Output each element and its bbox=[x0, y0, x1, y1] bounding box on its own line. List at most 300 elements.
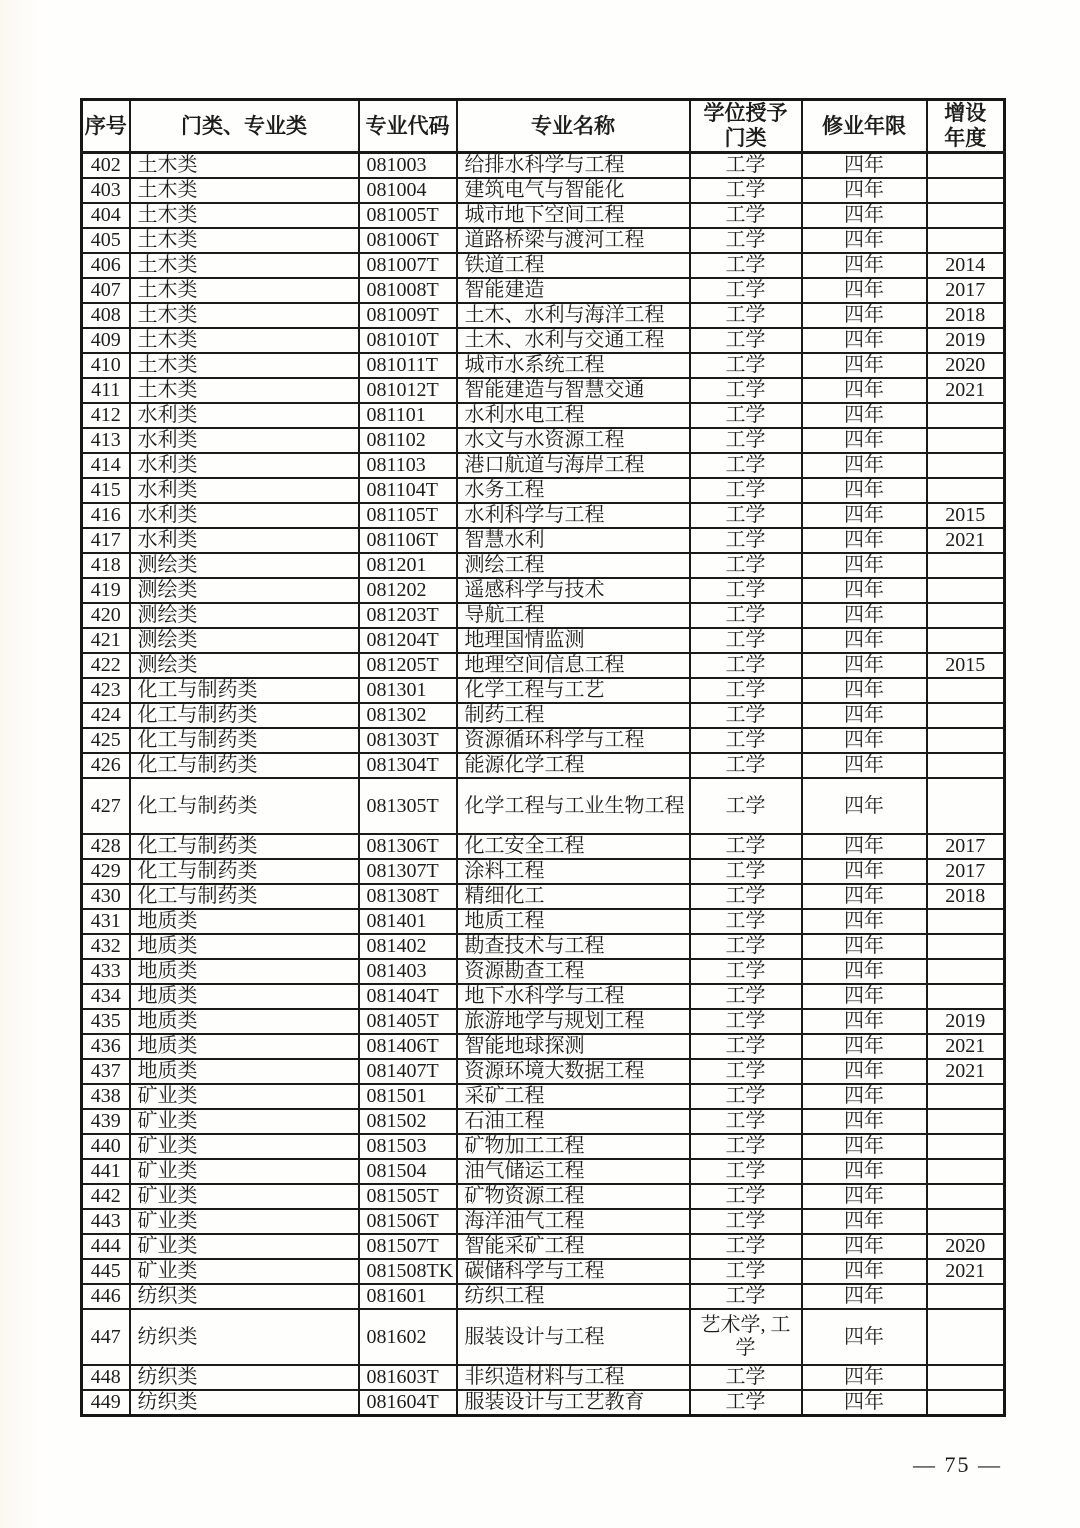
table-row bbox=[82, 178, 1005, 203]
cell-name: 勘查技术与工程 bbox=[457, 934, 690, 959]
cell-code: 081508TK bbox=[359, 1259, 457, 1284]
cell-code: 081003 bbox=[359, 153, 457, 179]
cell-code: 081506T bbox=[359, 1209, 457, 1234]
cell-name: 智慧水利 bbox=[457, 528, 690, 553]
table-row bbox=[82, 859, 1005, 884]
cell-category: 矿业类 bbox=[130, 1209, 359, 1234]
table-row bbox=[82, 1390, 1005, 1416]
cell-degree: 工学 bbox=[690, 178, 802, 203]
table-row bbox=[82, 1365, 1005, 1390]
cell-category: 化工与制药类 bbox=[130, 703, 359, 728]
cell-code: 081005T bbox=[359, 203, 457, 228]
cell-code: 081601 bbox=[359, 1284, 457, 1309]
cell-no: 420 bbox=[82, 603, 130, 628]
cell-code: 081307T bbox=[359, 859, 457, 884]
cell-name: 导航工程 bbox=[457, 603, 690, 628]
table-row bbox=[82, 553, 1005, 578]
page-number: — 75 — bbox=[913, 1452, 1002, 1477]
cell-category: 水利类 bbox=[130, 528, 359, 553]
cell-name: 非织造材料与工程 bbox=[457, 1365, 690, 1390]
cell-code: 081101 bbox=[359, 403, 457, 428]
cell-code: 081406T bbox=[359, 1034, 457, 1059]
table-row bbox=[82, 1284, 1005, 1309]
table-row bbox=[82, 478, 1005, 503]
cell-category: 土木类 bbox=[130, 178, 359, 203]
cell-year-added bbox=[927, 728, 1005, 753]
table-body bbox=[82, 153, 1005, 1416]
table-row bbox=[82, 703, 1005, 728]
cell-no: 407 bbox=[82, 278, 130, 303]
cell-code: 081305T bbox=[359, 778, 457, 834]
cell-category: 水利类 bbox=[130, 453, 359, 478]
cell-years: 四年 bbox=[802, 1009, 927, 1034]
cell-no: 410 bbox=[82, 353, 130, 378]
cell-code: 081402 bbox=[359, 934, 457, 959]
table-row bbox=[82, 1259, 1005, 1284]
cell-category: 地质类 bbox=[130, 909, 359, 934]
cell-code: 081304T bbox=[359, 753, 457, 778]
cell-no: 421 bbox=[82, 628, 130, 653]
table-row bbox=[82, 328, 1005, 353]
cell-no: 419 bbox=[82, 578, 130, 603]
cell-code: 081502 bbox=[359, 1109, 457, 1134]
cell-degree: 工学 bbox=[690, 859, 802, 884]
cell-year-added bbox=[927, 1084, 1005, 1109]
cell-no: 427 bbox=[82, 778, 130, 834]
cell-code: 081202 bbox=[359, 578, 457, 603]
cell-code: 081405T bbox=[359, 1009, 457, 1034]
header-row bbox=[82, 100, 1005, 153]
cell-year-added bbox=[927, 1134, 1005, 1159]
cell-year-added: 2020 bbox=[927, 1234, 1005, 1259]
cell-degree: 工学 bbox=[690, 753, 802, 778]
cell-year-added: 2015 bbox=[927, 653, 1005, 678]
table-row bbox=[82, 353, 1005, 378]
cell-years: 四年 bbox=[802, 378, 927, 403]
cell-no: 434 bbox=[82, 984, 130, 1009]
cell-years: 四年 bbox=[802, 553, 927, 578]
cell-no: 404 bbox=[82, 203, 130, 228]
cell-years: 四年 bbox=[802, 1309, 927, 1365]
cell-code: 081403 bbox=[359, 959, 457, 984]
cell-category: 土木类 bbox=[130, 153, 359, 179]
cell-degree: 工学 bbox=[690, 984, 802, 1009]
cell-name: 道路桥梁与渡河工程 bbox=[457, 228, 690, 253]
cell-code: 081106T bbox=[359, 528, 457, 553]
cell-years: 四年 bbox=[802, 353, 927, 378]
cell-degree: 工学 bbox=[690, 253, 802, 278]
cell-name: 服装设计与工艺教育 bbox=[457, 1390, 690, 1416]
cell-no: 445 bbox=[82, 1259, 130, 1284]
cell-name: 测绘工程 bbox=[457, 553, 690, 578]
cell-years: 四年 bbox=[802, 403, 927, 428]
cell-name: 水利水电工程 bbox=[457, 403, 690, 428]
cell-category: 测绘类 bbox=[130, 653, 359, 678]
table-row bbox=[82, 753, 1005, 778]
cell-degree: 工学 bbox=[690, 728, 802, 753]
cell-category: 化工与制药类 bbox=[130, 834, 359, 859]
cell-degree: 工学 bbox=[690, 328, 802, 353]
cell-name: 纺织工程 bbox=[457, 1284, 690, 1309]
cell-name: 海洋油气工程 bbox=[457, 1209, 690, 1234]
cell-year-added bbox=[927, 203, 1005, 228]
table-row bbox=[82, 253, 1005, 278]
cell-code: 081505T bbox=[359, 1184, 457, 1209]
cell-years: 四年 bbox=[802, 1284, 927, 1309]
cell-year-added: 2017 bbox=[927, 278, 1005, 303]
cell-degree: 工学 bbox=[690, 1159, 802, 1184]
cell-name: 水文与水资源工程 bbox=[457, 428, 690, 453]
cell-degree: 工学 bbox=[690, 1234, 802, 1259]
cell-category: 矿业类 bbox=[130, 1109, 359, 1134]
cell-category: 地质类 bbox=[130, 934, 359, 959]
cell-category: 水利类 bbox=[130, 478, 359, 503]
cell-name: 能源化学工程 bbox=[457, 753, 690, 778]
cell-no: 426 bbox=[82, 753, 130, 778]
cell-no: 416 bbox=[82, 503, 130, 528]
cell-category: 土木类 bbox=[130, 278, 359, 303]
cell-category: 土木类 bbox=[130, 228, 359, 253]
cell-year-added bbox=[927, 678, 1005, 703]
cell-name: 旅游地学与规划工程 bbox=[457, 1009, 690, 1034]
cell-year-added bbox=[927, 603, 1005, 628]
cell-code: 081504 bbox=[359, 1159, 457, 1184]
cell-years: 四年 bbox=[802, 478, 927, 503]
cell-category: 地质类 bbox=[130, 1009, 359, 1034]
cell-year-added bbox=[927, 909, 1005, 934]
cell-name: 智能建造 bbox=[457, 278, 690, 303]
cell-category: 纺织类 bbox=[130, 1309, 359, 1365]
header-year-added: 增设年度 bbox=[927, 100, 1005, 153]
cell-no: 441 bbox=[82, 1159, 130, 1184]
cell-degree: 工学 bbox=[690, 403, 802, 428]
table-row bbox=[82, 678, 1005, 703]
table-row bbox=[82, 303, 1005, 328]
cell-category: 水利类 bbox=[130, 503, 359, 528]
cell-year-added bbox=[927, 1109, 1005, 1134]
cell-category: 纺织类 bbox=[130, 1365, 359, 1390]
cell-no: 442 bbox=[82, 1184, 130, 1209]
cell-name: 油气储运工程 bbox=[457, 1159, 690, 1184]
cell-year-added: 2018 bbox=[927, 884, 1005, 909]
cell-years: 四年 bbox=[802, 1209, 927, 1234]
cell-degree: 工学 bbox=[690, 834, 802, 859]
cell-degree: 工学 bbox=[690, 528, 802, 553]
cell-category: 土木类 bbox=[130, 328, 359, 353]
table-row bbox=[82, 453, 1005, 478]
cell-degree: 工学 bbox=[690, 1034, 802, 1059]
cell-name: 给排水科学与工程 bbox=[457, 153, 690, 179]
cell-years: 四年 bbox=[802, 859, 927, 884]
cell-year-added bbox=[927, 453, 1005, 478]
cell-name: 水务工程 bbox=[457, 478, 690, 503]
cell-code: 081407T bbox=[359, 1059, 457, 1084]
cell-years: 四年 bbox=[802, 959, 927, 984]
cell-degree: 工学 bbox=[690, 628, 802, 653]
cell-year-added bbox=[927, 1184, 1005, 1209]
cell-years: 四年 bbox=[802, 603, 927, 628]
cell-years: 四年 bbox=[802, 703, 927, 728]
cell-year-added bbox=[927, 153, 1005, 179]
cell-no: 408 bbox=[82, 303, 130, 328]
cell-years: 四年 bbox=[802, 453, 927, 478]
cell-no: 414 bbox=[82, 453, 130, 478]
cell-no: 417 bbox=[82, 528, 130, 553]
cell-code: 081205T bbox=[359, 653, 457, 678]
cell-name: 智能采矿工程 bbox=[457, 1234, 690, 1259]
cell-degree: 工学 bbox=[690, 478, 802, 503]
cell-category: 矿业类 bbox=[130, 1259, 359, 1284]
header-degree: 学位授予门类 bbox=[690, 100, 802, 153]
cell-code: 081503 bbox=[359, 1134, 457, 1159]
cell-category: 矿业类 bbox=[130, 1184, 359, 1209]
cell-code: 081306T bbox=[359, 834, 457, 859]
cell-category: 测绘类 bbox=[130, 578, 359, 603]
cell-no: 449 bbox=[82, 1390, 130, 1416]
table-row bbox=[82, 653, 1005, 678]
cell-no: 423 bbox=[82, 678, 130, 703]
cell-year-added: 2021 bbox=[927, 1034, 1005, 1059]
cell-category: 地质类 bbox=[130, 1059, 359, 1084]
cell-name: 城市地下空间工程 bbox=[457, 203, 690, 228]
table-row bbox=[82, 1134, 1005, 1159]
table-row bbox=[82, 934, 1005, 959]
cell-no: 431 bbox=[82, 909, 130, 934]
cell-years: 四年 bbox=[802, 228, 927, 253]
cell-degree: 工学 bbox=[690, 653, 802, 678]
table-row bbox=[82, 959, 1005, 984]
header-code: 专业代码 bbox=[359, 100, 457, 153]
cell-name: 地质工程 bbox=[457, 909, 690, 934]
cell-no: 438 bbox=[82, 1084, 130, 1109]
cell-category: 水利类 bbox=[130, 403, 359, 428]
cell-category: 水利类 bbox=[130, 428, 359, 453]
cell-name: 涂料工程 bbox=[457, 859, 690, 884]
cell-category: 地质类 bbox=[130, 959, 359, 984]
cell-years: 四年 bbox=[802, 1159, 927, 1184]
cell-code: 081604T bbox=[359, 1390, 457, 1416]
cell-year-added bbox=[927, 959, 1005, 984]
cell-degree: 工学 bbox=[690, 703, 802, 728]
cell-year-added bbox=[927, 1159, 1005, 1184]
table-header bbox=[82, 100, 1005, 153]
cell-name: 资源循环科学与工程 bbox=[457, 728, 690, 753]
cell-category: 土木类 bbox=[130, 378, 359, 403]
cell-no: 440 bbox=[82, 1134, 130, 1159]
cell-years: 四年 bbox=[802, 328, 927, 353]
cell-category: 土木类 bbox=[130, 253, 359, 278]
cell-code: 081203T bbox=[359, 603, 457, 628]
table-row bbox=[82, 1234, 1005, 1259]
cell-years: 四年 bbox=[802, 1134, 927, 1159]
table-row bbox=[82, 1034, 1005, 1059]
cell-category: 化工与制药类 bbox=[130, 753, 359, 778]
table-row bbox=[82, 378, 1005, 403]
cell-code: 081009T bbox=[359, 303, 457, 328]
cell-degree: 工学 bbox=[690, 778, 802, 834]
cell-year-added: 2017 bbox=[927, 834, 1005, 859]
cell-name: 铁道工程 bbox=[457, 253, 690, 278]
cell-degree: 工学 bbox=[690, 1134, 802, 1159]
cell-code: 081102 bbox=[359, 428, 457, 453]
majors-table bbox=[80, 98, 1006, 1417]
cell-category: 化工与制药类 bbox=[130, 728, 359, 753]
cell-year-added: 2017 bbox=[927, 859, 1005, 884]
table-row bbox=[82, 1059, 1005, 1084]
cell-degree: 工学 bbox=[690, 228, 802, 253]
table-row bbox=[82, 834, 1005, 859]
cell-year-added bbox=[927, 934, 1005, 959]
cell-no: 403 bbox=[82, 178, 130, 203]
cell-years: 四年 bbox=[802, 628, 927, 653]
cell-name: 智能建造与智慧交通 bbox=[457, 378, 690, 403]
cell-years: 四年 bbox=[802, 678, 927, 703]
cell-no: 428 bbox=[82, 834, 130, 859]
cell-no: 446 bbox=[82, 1284, 130, 1309]
header-no: 序号 bbox=[82, 100, 130, 153]
cell-year-added: 2021 bbox=[927, 1259, 1005, 1284]
cell-name: 地理国情监测 bbox=[457, 628, 690, 653]
cell-year-added bbox=[927, 1390, 1005, 1416]
table-row bbox=[82, 1209, 1005, 1234]
cell-degree: 工学 bbox=[690, 1109, 802, 1134]
cell-years: 四年 bbox=[802, 984, 927, 1009]
cell-code: 081105T bbox=[359, 503, 457, 528]
table-row bbox=[82, 278, 1005, 303]
cell-degree: 工学 bbox=[690, 553, 802, 578]
cell-code: 081010T bbox=[359, 328, 457, 353]
cell-years: 四年 bbox=[802, 503, 927, 528]
cell-no: 406 bbox=[82, 253, 130, 278]
table-row bbox=[82, 728, 1005, 753]
cell-year-added bbox=[927, 1309, 1005, 1365]
cell-degree: 工学 bbox=[690, 453, 802, 478]
cell-degree: 工学 bbox=[690, 578, 802, 603]
table-row bbox=[82, 1309, 1005, 1365]
cell-degree: 工学 bbox=[690, 378, 802, 403]
cell-year-added: 2015 bbox=[927, 503, 1005, 528]
table-row bbox=[82, 1159, 1005, 1184]
cell-no: 448 bbox=[82, 1365, 130, 1390]
cell-year-added bbox=[927, 753, 1005, 778]
cell-code: 081011T bbox=[359, 353, 457, 378]
cell-name: 资源勘查工程 bbox=[457, 959, 690, 984]
cell-year-added bbox=[927, 1365, 1005, 1390]
cell-code: 081103 bbox=[359, 453, 457, 478]
cell-years: 四年 bbox=[802, 1390, 927, 1416]
cell-code: 081404T bbox=[359, 984, 457, 1009]
cell-no: 405 bbox=[82, 228, 130, 253]
cell-name: 石油工程 bbox=[457, 1109, 690, 1134]
table-row bbox=[82, 778, 1005, 834]
cell-name: 服装设计与工程 bbox=[457, 1309, 690, 1365]
cell-degree: 工学 bbox=[690, 1009, 802, 1034]
cell-years: 四年 bbox=[802, 909, 927, 934]
cell-no: 432 bbox=[82, 934, 130, 959]
cell-name: 碳储科学与工程 bbox=[457, 1259, 690, 1284]
cell-no: 447 bbox=[82, 1309, 130, 1365]
table-row bbox=[82, 203, 1005, 228]
cell-code: 081012T bbox=[359, 378, 457, 403]
cell-year-added: 2020 bbox=[927, 353, 1005, 378]
cell-years: 四年 bbox=[802, 303, 927, 328]
cell-years: 四年 bbox=[802, 153, 927, 179]
cell-category: 化工与制药类 bbox=[130, 859, 359, 884]
cell-no: 422 bbox=[82, 653, 130, 678]
cell-year-added: 2019 bbox=[927, 328, 1005, 353]
cell-name: 资源环境大数据工程 bbox=[457, 1059, 690, 1084]
cell-category: 土木类 bbox=[130, 303, 359, 328]
cell-years: 四年 bbox=[802, 1365, 927, 1390]
cell-category: 纺织类 bbox=[130, 1390, 359, 1416]
cell-years: 四年 bbox=[802, 203, 927, 228]
cell-code: 081602 bbox=[359, 1309, 457, 1365]
table-row bbox=[82, 628, 1005, 653]
cell-name: 智能地球探测 bbox=[457, 1034, 690, 1059]
cell-name: 矿物资源工程 bbox=[457, 1184, 690, 1209]
cell-no: 413 bbox=[82, 428, 130, 453]
cell-name: 地下水科学与工程 bbox=[457, 984, 690, 1009]
cell-no: 435 bbox=[82, 1009, 130, 1034]
cell-no: 433 bbox=[82, 959, 130, 984]
cell-year-added: 2021 bbox=[927, 1059, 1005, 1084]
cell-year-added bbox=[927, 478, 1005, 503]
cell-name: 土木、水利与交通工程 bbox=[457, 328, 690, 353]
cell-category: 矿业类 bbox=[130, 1159, 359, 1184]
cell-name: 城市水系统工程 bbox=[457, 353, 690, 378]
cell-code: 081603T bbox=[359, 1365, 457, 1390]
table-row bbox=[82, 1084, 1005, 1109]
cell-degree: 工学 bbox=[690, 353, 802, 378]
cell-category: 矿业类 bbox=[130, 1084, 359, 1109]
cell-name: 遥感科学与技术 bbox=[457, 578, 690, 603]
cell-years: 四年 bbox=[802, 834, 927, 859]
cell-years: 四年 bbox=[802, 428, 927, 453]
cell-no: 424 bbox=[82, 703, 130, 728]
cell-years: 四年 bbox=[802, 528, 927, 553]
cell-no: 439 bbox=[82, 1109, 130, 1134]
cell-years: 四年 bbox=[802, 1109, 927, 1134]
cell-category: 化工与制药类 bbox=[130, 678, 359, 703]
table-row bbox=[82, 153, 1005, 179]
cell-code: 081501 bbox=[359, 1084, 457, 1109]
cell-code: 081301 bbox=[359, 678, 457, 703]
table-row bbox=[82, 403, 1005, 428]
cell-name: 土木、水利与海洋工程 bbox=[457, 303, 690, 328]
cell-code: 081201 bbox=[359, 553, 457, 578]
cell-code: 081004 bbox=[359, 178, 457, 203]
cell-code: 081308T bbox=[359, 884, 457, 909]
cell-year-added bbox=[927, 984, 1005, 1009]
cell-years: 四年 bbox=[802, 1234, 927, 1259]
cell-no: 418 bbox=[82, 553, 130, 578]
cell-degree: 工学 bbox=[690, 959, 802, 984]
table-row bbox=[82, 884, 1005, 909]
table-row bbox=[82, 228, 1005, 253]
cell-name: 制药工程 bbox=[457, 703, 690, 728]
header-name: 专业名称 bbox=[457, 100, 690, 153]
cell-years: 四年 bbox=[802, 934, 927, 959]
cell-degree: 工学 bbox=[690, 1184, 802, 1209]
cell-year-added: 2021 bbox=[927, 528, 1005, 553]
cell-year-added bbox=[927, 703, 1005, 728]
cell-degree: 工学 bbox=[690, 1284, 802, 1309]
cell-no: 425 bbox=[82, 728, 130, 753]
cell-name: 采矿工程 bbox=[457, 1084, 690, 1109]
cell-no: 437 bbox=[82, 1059, 130, 1084]
cell-degree: 工学 bbox=[690, 1390, 802, 1416]
table-row bbox=[82, 603, 1005, 628]
